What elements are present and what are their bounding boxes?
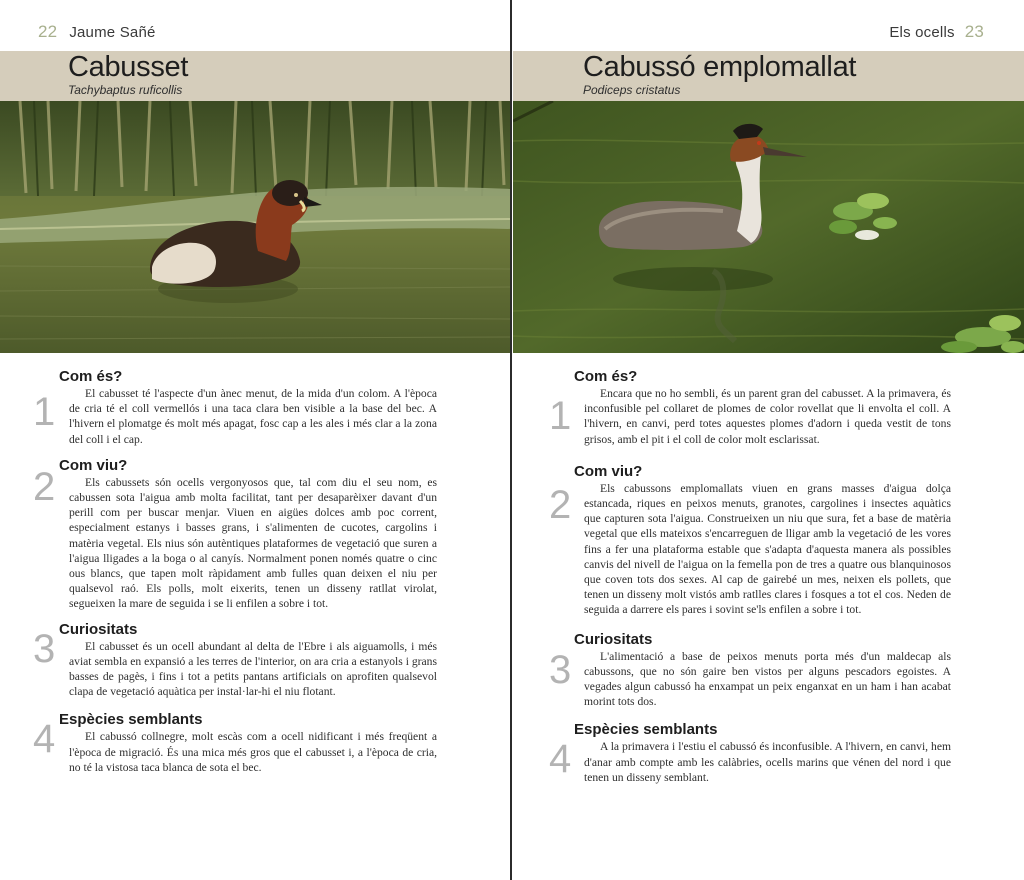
section-numeral: 1: [33, 390, 56, 434]
section-heading: Curiositats: [59, 620, 138, 638]
section-heading: Com viu?: [574, 462, 643, 480]
right-species-name: Cabussó emplomallat: [583, 51, 857, 83]
section-numeral: 4: [549, 737, 572, 782]
right-running-head: [889, 22, 984, 42]
left-text-sections: [0, 368, 511, 775]
left-author-name: Jaume Sañé: [69, 24, 156, 41]
section-heading: Com viu?: [59, 456, 128, 474]
little-grebe-illustration: [0, 101, 511, 353]
section-heading: Espècies semblants: [59, 711, 203, 729]
section-numeral: 1: [549, 394, 572, 438]
right-page: [513, 0, 1024, 880]
section-heading: Com és?: [59, 368, 123, 385]
right-text-sections: [513, 368, 1024, 785]
right-page-number: 23: [964, 22, 984, 41]
section-similar-species: [0, 711, 511, 775]
section-numeral: 3: [33, 626, 56, 671]
section-behaviour: [513, 463, 1024, 618]
section-heading: Com és?: [574, 368, 638, 385]
left-latin-name: Tachybaptus ruficollis: [68, 83, 183, 97]
section-numeral: 2: [33, 464, 56, 509]
section-numeral: 2: [549, 482, 572, 527]
section-body: El cabusset té l'aspecte d'un ànec menut, de la mida d'un colom. A l'època de cria té el coll vermellós i una taca clara ben visible a la base del bec. A l'hivern el plomatge és molt més apagat, fosc cap a les ales i més clar a la zona del coll i el cap.: [69, 387, 437, 446]
right-chapter-title: Els ocells: [889, 24, 955, 41]
section-numeral: 4: [33, 717, 56, 762]
section-heading: Espècies semblants: [574, 721, 718, 739]
left-page-number: 22: [38, 22, 58, 41]
left-species-name: Cabusset: [68, 51, 189, 83]
section-curiosities: [0, 621, 511, 700]
left-running-head: [38, 22, 156, 42]
section-behaviour: [0, 457, 511, 612]
right-title-band: [513, 51, 1024, 101]
little-grebe-photo: [0, 101, 511, 353]
section-body: El cabusset és un ocell abundant al delta de l'Ebre i als aiguamolls, i més aviat sembla en expansió a les terres de l'interior, on ara cria a estanyols i grans basses de pagès, i fins i tot a petits pantans artificials on aprofiten qualsevol clapa de vegetació aquàtica per instal·lar-hi el niu flotant.: [69, 639, 437, 699]
section-body: Encara que no ho sembli, és un parent gran del cabusset. A la primavera, és inconfusible pel collaret de plomes de color rovellat que li envolta el coll. A l'hivern, en canvi, perd totes aquestes plomes d'adorn i queda vestit de tons grisos, amb el pit i el coll de color molt esclarissat.: [584, 387, 951, 446]
section-similar-species: [513, 721, 1024, 785]
section-body: L'alimentació a base de peixos menuts porta més d'un maldecap als cabussons, que no són gaire ben vistos per alguns pescadors egoistes. A vegades algun cabussó ha enxampat un peix enganxat en un ham i han acabat morint tots dos.: [584, 649, 951, 709]
section-description: [513, 368, 1024, 447]
great-crested-grebe-illustration: [513, 101, 1024, 353]
section-body: El cabussó collnegre, molt escàs com a ocell nidificant i més freqüent a l'època de migració. És una mica més gros que el cabusset i, a l'època de cria, no té la vistosa taca blanca de sota el bec.: [69, 730, 437, 774]
left-title-band: [0, 51, 511, 101]
section-numeral: 3: [549, 647, 572, 692]
great-crested-grebe-photo: [513, 101, 1024, 353]
section-body: A la primavera i l'estiu el cabussó és inconfusible. A l'hivern, en canvi, hem d'anar amb compte amb les calàbries, ocells marins que vénen del nord i que tenen un disseny semblant.: [584, 740, 951, 784]
left-page: [0, 0, 511, 880]
right-latin-name: Podiceps cristatus: [583, 83, 681, 97]
section-curiosities: [513, 631, 1024, 710]
section-body: Els cabussets són ocells vergonyosos que, tal com diu el seu nom, es cabussen sota l'aigua amb molta facilitat, tant per desaparèixer davant d'un perill com per buscar menjar. Viuen en aigües dolces amb poc corrent, especialment estanys i basses grans, i s'alimenten de cucotes, cargolins i matèria vegetal. Els nius són autèntiques plataformes de vegetació que suren a l'aigua lligades a la boga o al canyís. Normalment ponen només quatre o cinc ous blancs, que tapen molt ràpidament amb fulles quan deixen el niu per qualsevol raó. Els polls, molt eixerits, tenen un disseny ratllat virolat, segueixen la mare de seguida i se li enfilen a sobre i tot.: [69, 475, 437, 611]
section-description: [0, 368, 511, 447]
section-body: Els cabussons emplomallats viuen en grans masses d'aigua dolça estancada, riques en peixos menuts, granotes, cargolines i insectes aquàtics que capturen sota l'aigua. Construeixen un niu que sura, fet a base de matèria vegetal que ells mateixos s'encarreguen de lligar amb la vegetació de les vores fins a fer una plataforma estable que s'adapta d'aquesta manera als possibles canvis del nivell de l'aigua on la femella pon de tres a quatre ous blanquinosos que coven tots dos sexes. Al cap de gairebé un mes, neixen els pollets, que tenen un disseny molt vistós amb ratlles clares i fosques a tot el cos. Neden de seguida a darrere els pares i sovint se'ls enfilen a sobre i tot.: [584, 481, 951, 617]
section-heading: Curiositats: [574, 630, 653, 648]
page-gutter: [510, 0, 512, 880]
